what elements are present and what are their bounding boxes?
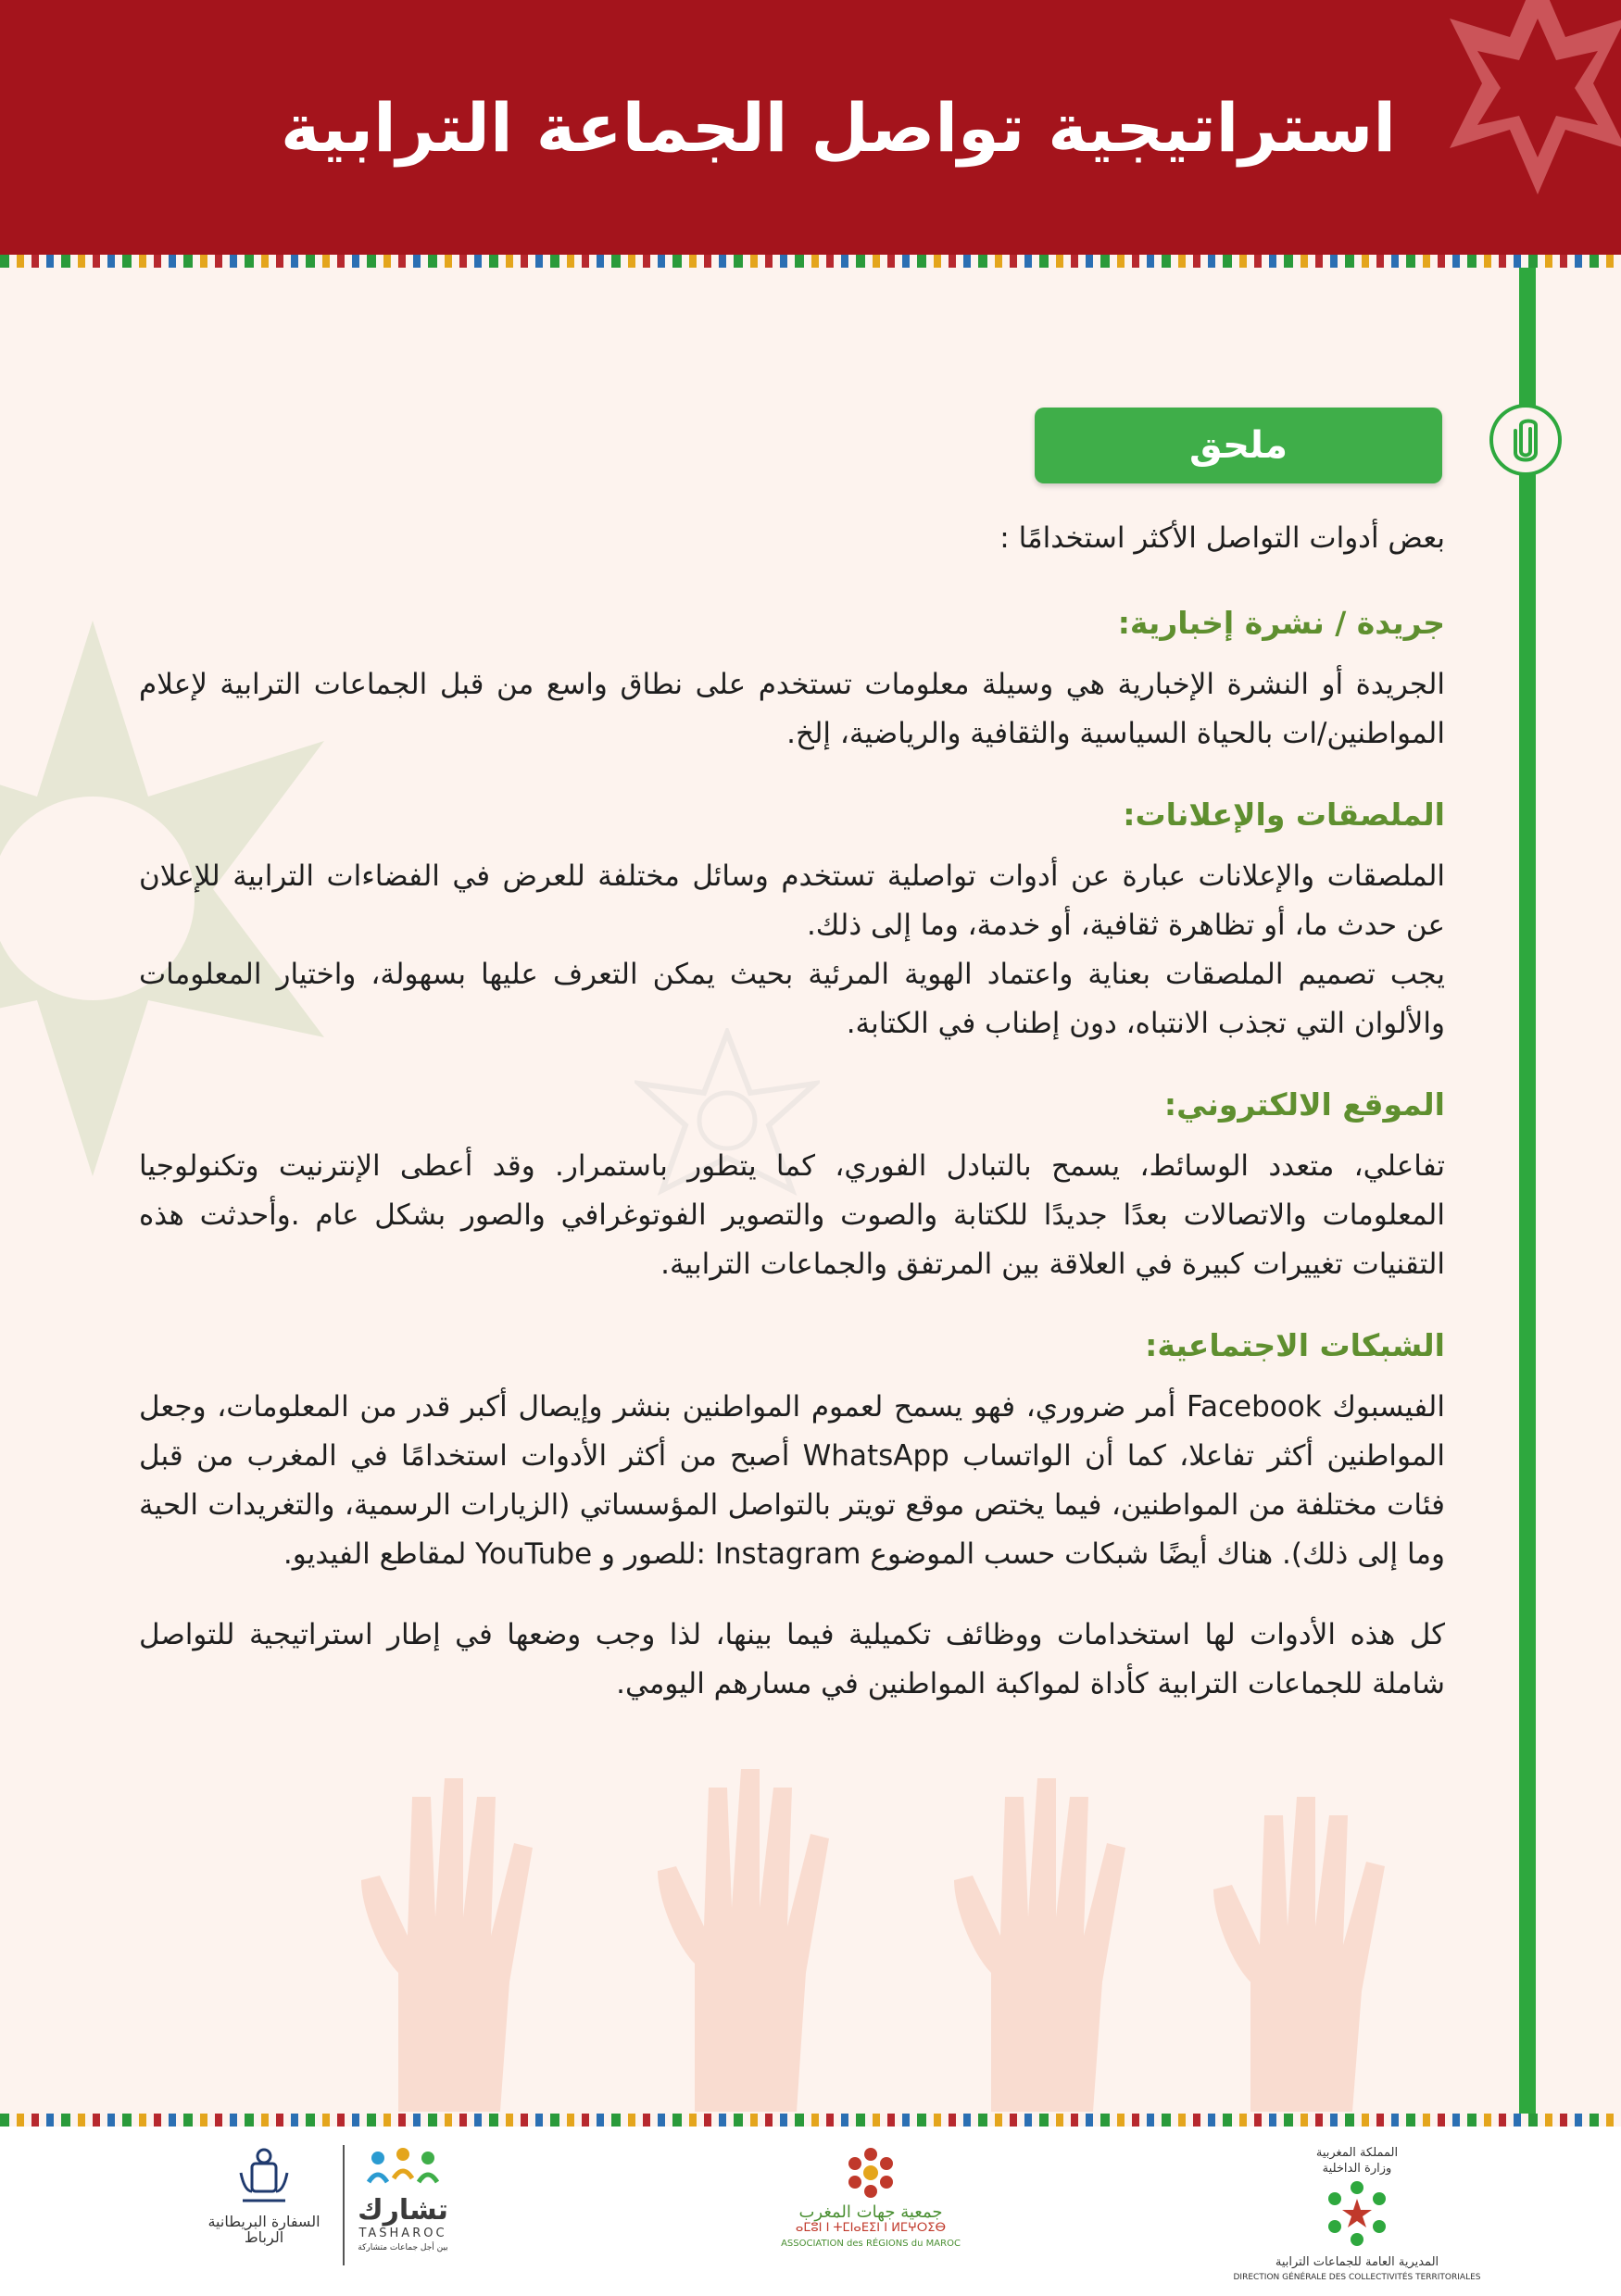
section-paragraph: الملصقات والإعلانات عبارة عن أدوات تواصلية تستخدم وسائل مختلفة للعرض في الفضاءات الترابية للإعلان عن حدث ما، أو تظاهرة ثقافية، أو خدمة، وما إلى ذلك. [139, 859, 1445, 942]
section-paragraph: تفاعلي، متعدد الوسائط، يسمح بالتبادل الفوري، كما يتطور باستمرار. وقد أعطى الإنترنيت وتكنولوجيا المعلومات والاتصالات بعدًا جديدًا للكتابة والصوت والتصوير الفوتوغرافي والصور بشكل عام .وأحدثت هذه التقنيات تغييرات كبيرة في العلاقة بين المرتفق والجماعات الترابية. [139, 1149, 1445, 1281]
section-social-networks [139, 1321, 1445, 1579]
page-header [0, 0, 1621, 255]
section-website [139, 1080, 1445, 1289]
section-paragraph: الفيسبوك Facebook أمر ضروري، فهو يسمح لعموم المواطنين بنشر وإيصال أكبر قدر من المعلومات، وجعل المواطنين أكثر تفاعلا، كما أن الواتساب WhatsApp أصبح من أكثر الأدوات استخدامًا في المغرب من قبل فئات مختلفة من المواطنين، فيما يختص موقع تويتر بالتواصل المؤسساتي (الزيارات الرسمية، والتغريدات الحية وما إلى ذلك). هناك أيضًا شبكات حسب الموضوع Instagram :للصور و YouTube لمقاطع الفيديو. [139, 1390, 1445, 1571]
section-posters [139, 790, 1445, 1048]
section-title: الملصقات والإعلانات: [1123, 797, 1445, 833]
section-banner [1035, 408, 1442, 483]
section-title: الموقع الالكتروني: [1163, 1086, 1445, 1123]
logo-british-embassy: السفارة البريطانية الرباط [190, 2145, 338, 2245]
tasharoc-people-icon [361, 2145, 445, 2191]
logo-association-regions: جمعية جهات المغرب ⴰⵎⵓⵏ ⵏ ⵜⵎⵏⴰⴹⵉⵏ ⵏ ⵍⵎⵖⵔⵉⴱ ASSOCIATION des RÉGIONS du MAROC [760, 2145, 982, 2252]
logo-tasharoc: تشارك TASHAROC بين أجل جماعات متشاركة [343, 2145, 463, 2256]
decorative-border-bottom [0, 2114, 1621, 2127]
section-paragraph: يجب تصميم الملصقات بعناية واعتماد الهوية المرئية بحيث يمكن التعرف عليها بسهولة، واختيار المعلومات والألوان التي تجذب الانتباه، دون إطناب في الكتابة. [139, 958, 1445, 1040]
section-banner-label: ملحق [1189, 424, 1288, 467]
section-paragraph: الجريدة أو النشرة الإخبارية هي وسيلة معلومات تستخدم على نطاق واسع من قبل الجماعات الترابية لإعلام المواطنين/ات بالحياة السياسية والثقافية والرياضية، إلخ. [139, 668, 1445, 750]
paperclip-badge [1489, 404, 1562, 476]
decorative-border-top [0, 255, 1621, 268]
paperclip-icon [1510, 416, 1541, 464]
main-content [139, 514, 1445, 1709]
intro-text: بعض أدوات التواصل الأكثر استخدامًا : [999, 521, 1445, 555]
footer [0, 2127, 1621, 2296]
ministry-emblem-icon [1320, 2177, 1394, 2251]
vertical-green-line [1519, 268, 1536, 2114]
background-hands-illustration [324, 1741, 1436, 2112]
royal-coat-of-arms-icon [232, 2145, 296, 2210]
page-title: استراتيجية تواصل الجماعة الترابية [280, 89, 1397, 167]
section-title: جريدة / نشرة إخبارية: [1117, 605, 1445, 641]
section-newspaper [139, 598, 1445, 759]
regions-flower-icon [838, 2145, 903, 2201]
section-title: الشبكات الاجتماعية: [1145, 1327, 1445, 1363]
conclusion-text: كل هذه الأدوات لها استخدامات ووظائف تكميلية فيما بينها، لذا وجب وضعها في إطار استراتيجية للتواصل شاملة للجماعات الترابية كأداة لمواكبة المواطنين في مسارهم اليومي. [139, 1618, 1445, 1700]
logo-ministry-interior: المملكة المغربية وزارة الداخلية المديرية العامة للجماعات الترابية DIRECTION GÉNÉRALE DES COLLECTIVITÉS TERRITORIALES [1233, 2146, 1481, 2282]
logo-divider [343, 2145, 345, 2265]
